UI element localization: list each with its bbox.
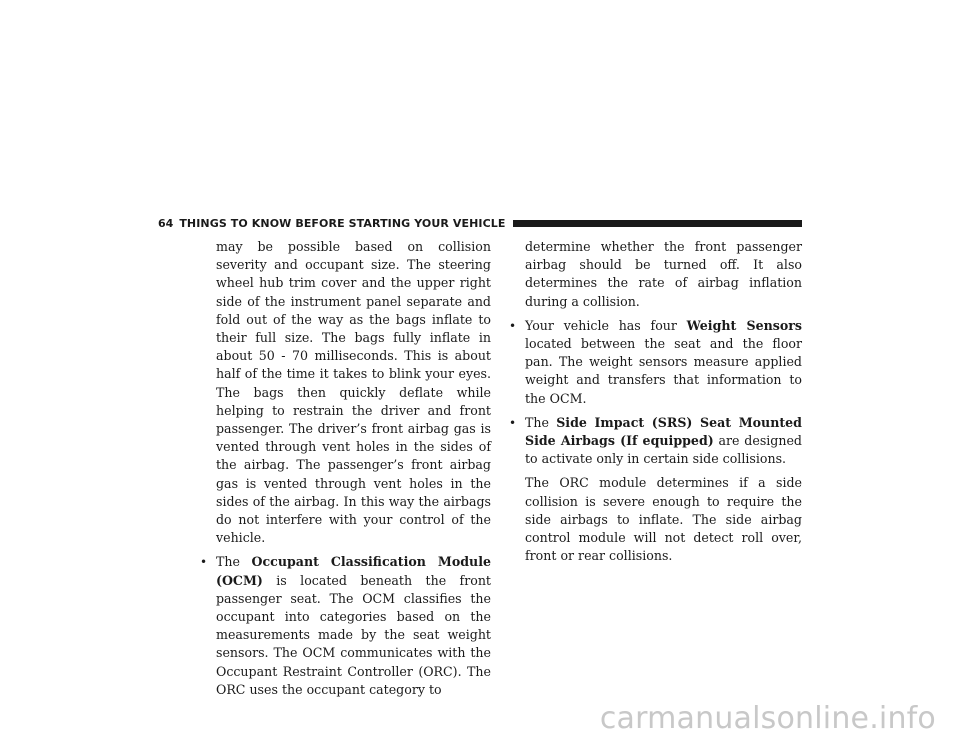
- bullet-marker: •: [509, 415, 517, 430]
- bullet-weight-sensors: [509, 317, 802, 408]
- watermark-text: carmanualsonline.info: [599, 701, 936, 736]
- bullet-side-bold: Side Impact (SRS) Seat Mounted Side Airbags (If equipped): [525, 414, 802, 449]
- right-column: [509, 238, 802, 571]
- bullet-ocm: [200, 553, 491, 699]
- bullet-ocm-lead: The: [216, 554, 252, 570]
- paragraph-orc-module: The ORC module determines if a side collision is severe enough to require the side airbags to inflate. The side airbag control module will not detect roll over, front or rear collisions.: [525, 475, 802, 564]
- bullet-side-text: are designed to activate only in certain side collisions.: [525, 433, 802, 467]
- bullet-weight-bold: Weight Sensors: [686, 317, 802, 333]
- paragraph-continuation: determine whether the front passenger airbag should be turned off. It also determines the rate of airbag inflation during a collision.: [525, 239, 802, 309]
- left-column: [200, 238, 491, 705]
- bullet-marker: •: [200, 555, 208, 570]
- bullet-ocm-bold: Occupant Classification Module (OCM): [216, 554, 491, 588]
- page-number: 64: [158, 216, 174, 230]
- bullet-weight-lead: Your vehicle has four: [525, 317, 687, 333]
- bullet-weight-text: located between the seat and the floor pan. The weight sensors measure applied weight and transfers that information to the OCM.: [525, 336, 802, 406]
- bullet-side-lead: The: [525, 414, 557, 430]
- paragraph-airbag-inflation: may be possible based on collision severity and occupant size. The steering wheel hub trim cover and the upper right side of the instrument panel separate and fold out of the way as the bags inflate to their full size. The bags fully inflate in about 50 - 70 milliseconds. This is about half of the time it takes to blink your eyes. The bags then quickly deflate while helping to restrain the driver and front passenger. The driver’s front airbag gas is vented through vent holes in the sides of the airbag. The passenger’s front airbag gas is vented through vent holes in the sides of the airbag. In this way the airbags do not interfere with your control of the vehicle.: [216, 239, 491, 546]
- header-rule: [513, 220, 802, 227]
- page-header: [158, 216, 802, 230]
- bullet-side-airbags: [509, 414, 802, 469]
- bullet-ocm-text: is located beneath the front passenger seat. The OCM classifies the occupant into categories based on the measurements made by the seat weight sensors. The OCM communicates with the Occupant Restraint Controller (ORC). The ORC uses the occupant category to: [216, 572, 491, 697]
- bullet-marker: •: [509, 318, 517, 333]
- header-title: THINGS TO KNOW BEFORE STARTING YOUR VEHICLE: [179, 216, 506, 230]
